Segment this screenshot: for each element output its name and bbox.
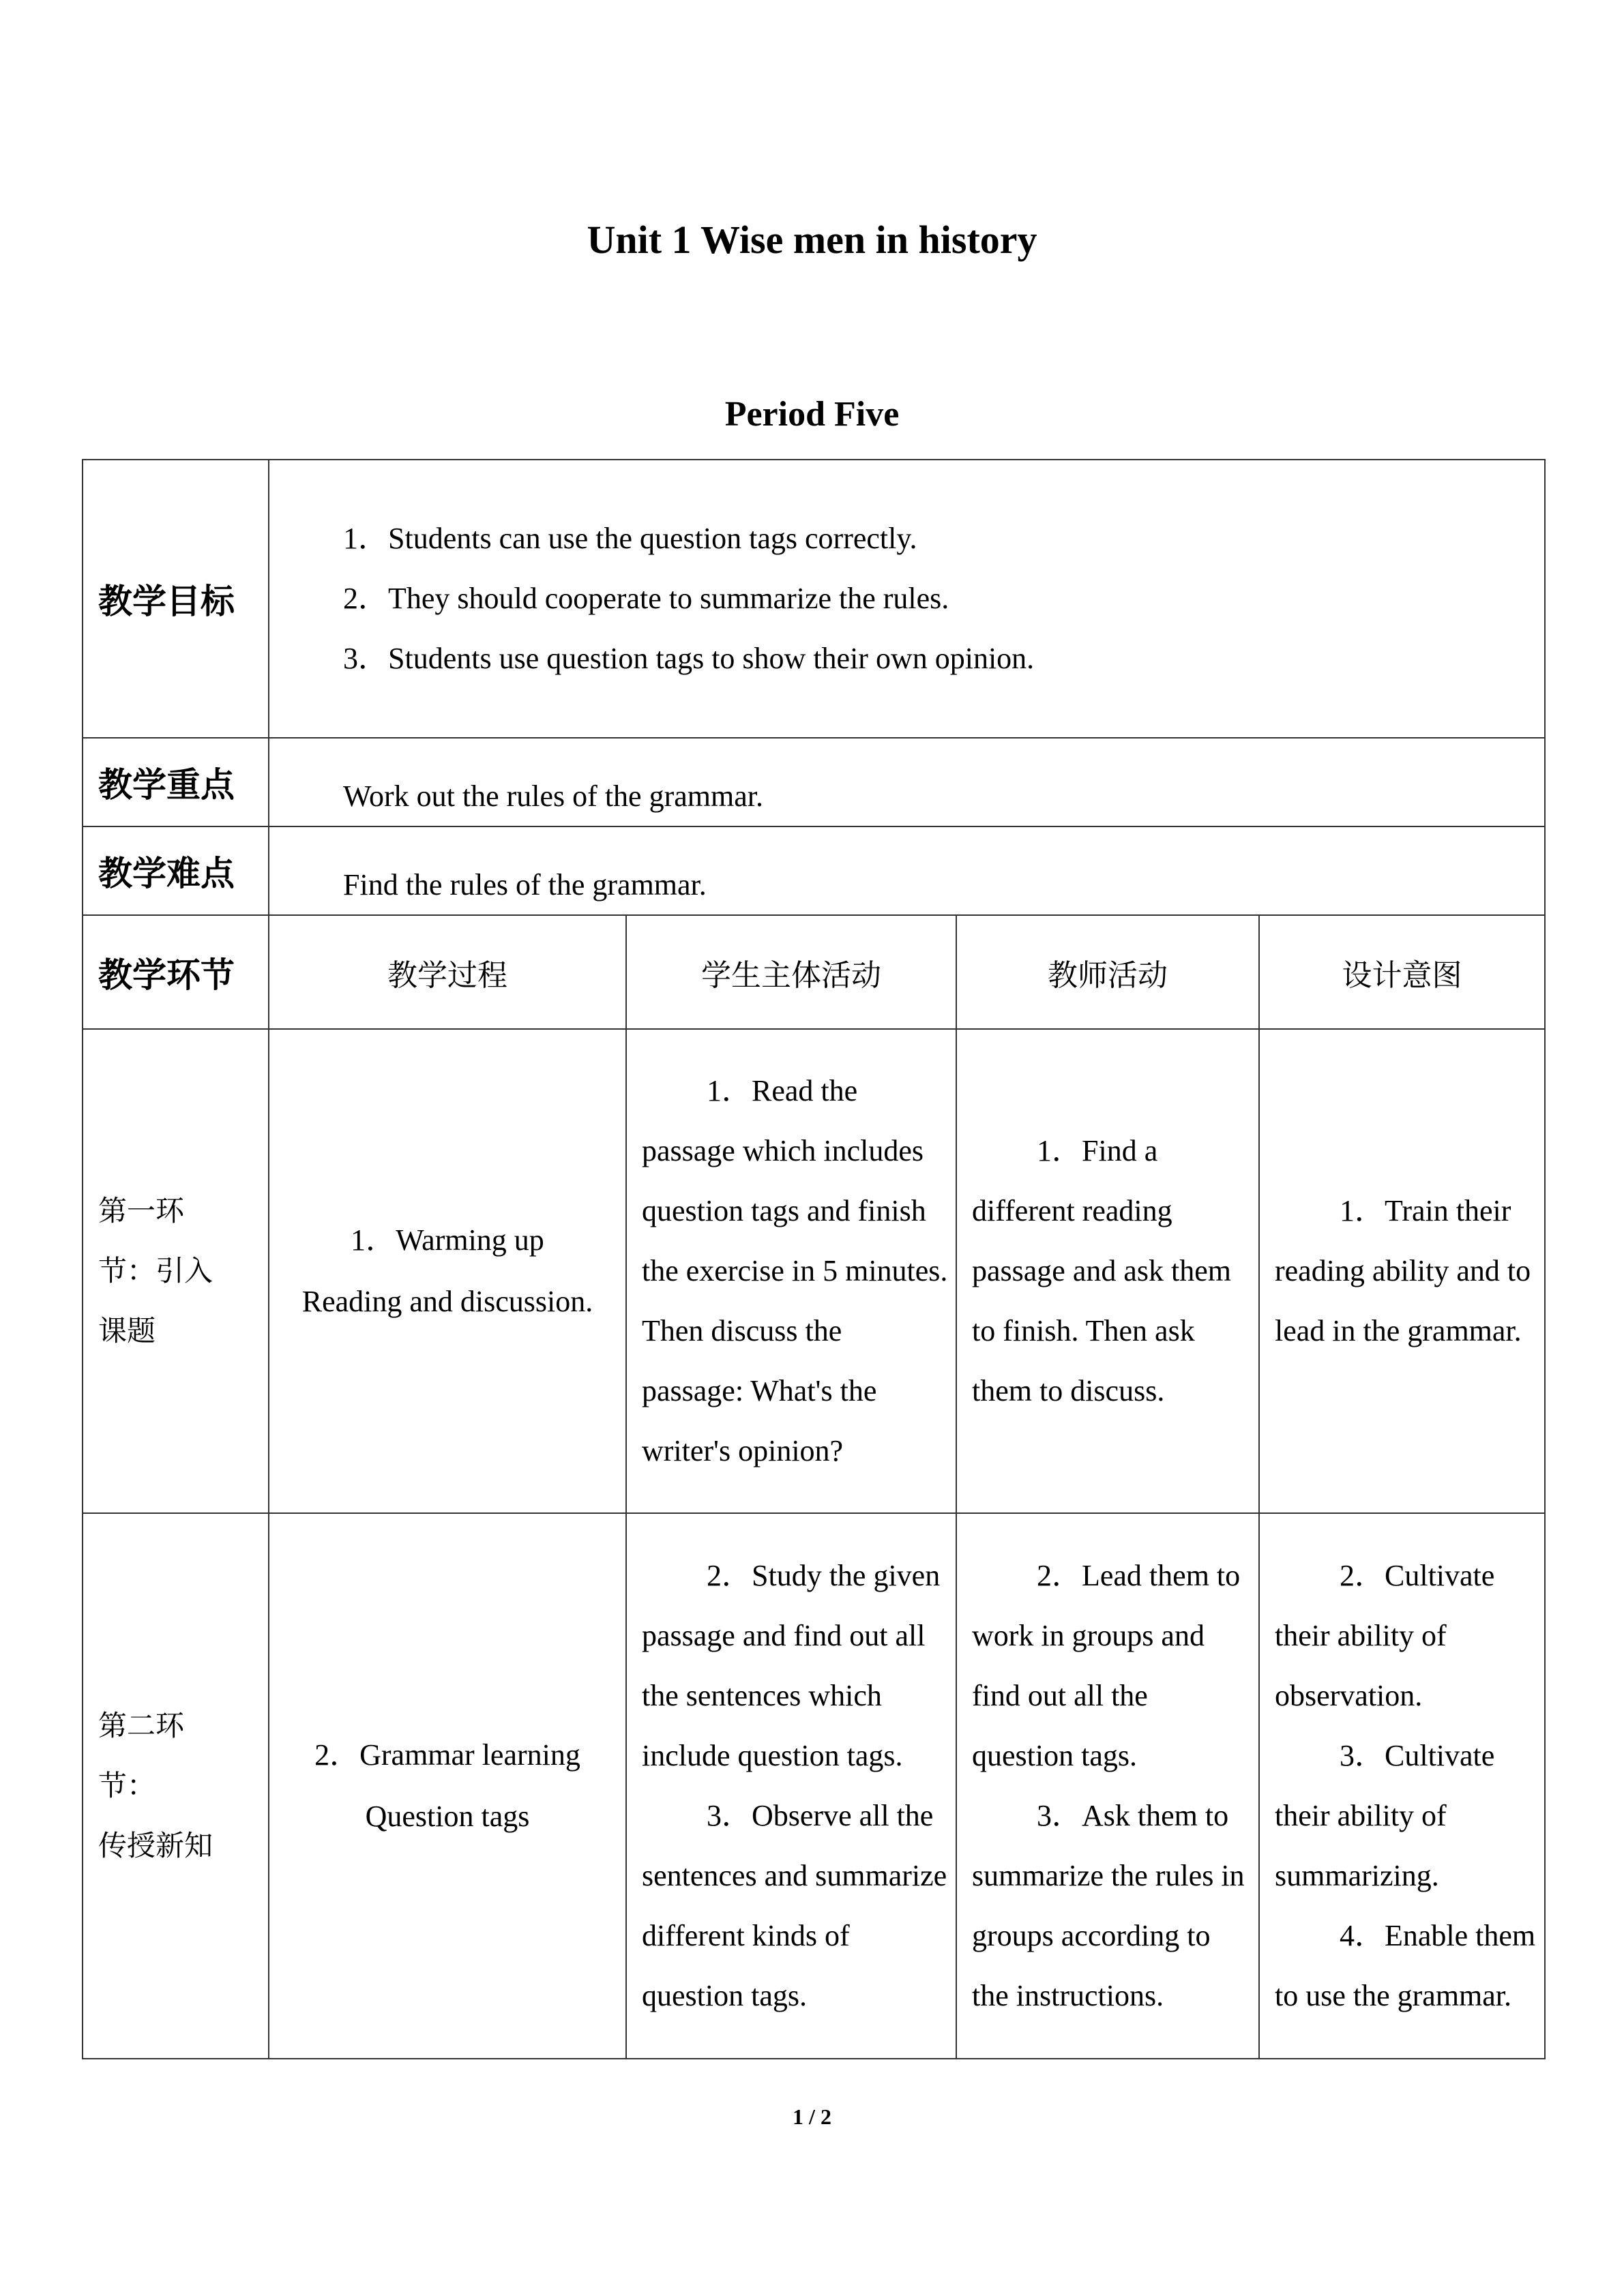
teacher-activity-cell: 1．Find a different reading passage and ask them to finish. Then ask them to discuss.	[956, 1029, 1259, 1513]
stage-row-1	[83, 1029, 1545, 1513]
stage-name: 第一环 节：引入 课题	[83, 1029, 269, 1513]
difficult-point-row	[83, 826, 1545, 915]
stage-name: 第二环 节： 传授新知	[83, 1513, 269, 2059]
student-activity-cell: 2．Study the given passage and find out all the sentences which include question tags. 3．Observe all the sentences and summarize different kinds of question tags.	[626, 1513, 956, 2059]
document-title: Unit 1 Wise men in history	[587, 218, 1037, 262]
design-purpose-cell: 2．Cultivate their ability of observation. 3．Cultivate their ability of summarizing. 4．Enable them to use the grammar.	[1259, 1513, 1545, 2059]
process-cell: 2．Grammar learning Question tags	[269, 1513, 626, 2059]
stage-row-2	[83, 1513, 1545, 2059]
teacher-activity-cell: 2．Lead them to work in groups and find out all the question tags. 3．Ask them to summarize the rules in groups according to the instructions.	[956, 1513, 1259, 2059]
difficult-point-label: 教学难点	[83, 826, 269, 915]
key-point-label: 教学重点	[83, 738, 269, 826]
column-header-teacher-activity: 教师活动	[956, 915, 1259, 1029]
lesson-plan-table	[82, 459, 1546, 2059]
objective-item: 1．Students can use the question tags correctly.	[343, 522, 917, 555]
design-purpose-cell: 1．Train their reading ability and to lead in the grammar.	[1259, 1029, 1545, 1513]
objective-item: 2．They should cooperate to summarize the rules.	[343, 582, 949, 615]
key-point-text: Work out the rules of the grammar.	[269, 738, 1545, 826]
objectives-cell	[269, 460, 1545, 738]
objectives-label: 教学目标	[83, 460, 269, 738]
objective-item: 3．Students use question tags to show their own opinion.	[343, 642, 1035, 675]
header-row	[83, 915, 1545, 1029]
objectives-row	[83, 460, 1545, 738]
column-header-process: 教学过程	[269, 915, 626, 1029]
column-header-student-activity: 学生主体活动	[626, 915, 956, 1029]
column-header-design-purpose: 设计意图	[1259, 915, 1545, 1029]
difficult-point-text: Find the rules of the grammar.	[269, 826, 1545, 915]
period-subtitle: Period Five	[724, 395, 900, 434]
process-cell: 1．Warming up Reading and discussion.	[269, 1029, 626, 1513]
student-activity-cell: 1．Read the passage which includes question tags and finish the exercise in 5 minutes. Then discuss the passage: What's the writer's opinion?	[626, 1029, 956, 1513]
key-point-row	[83, 738, 1545, 826]
page-number: 1 / 2	[793, 2104, 831, 2129]
stage-header-label: 教学环节	[83, 915, 269, 1029]
